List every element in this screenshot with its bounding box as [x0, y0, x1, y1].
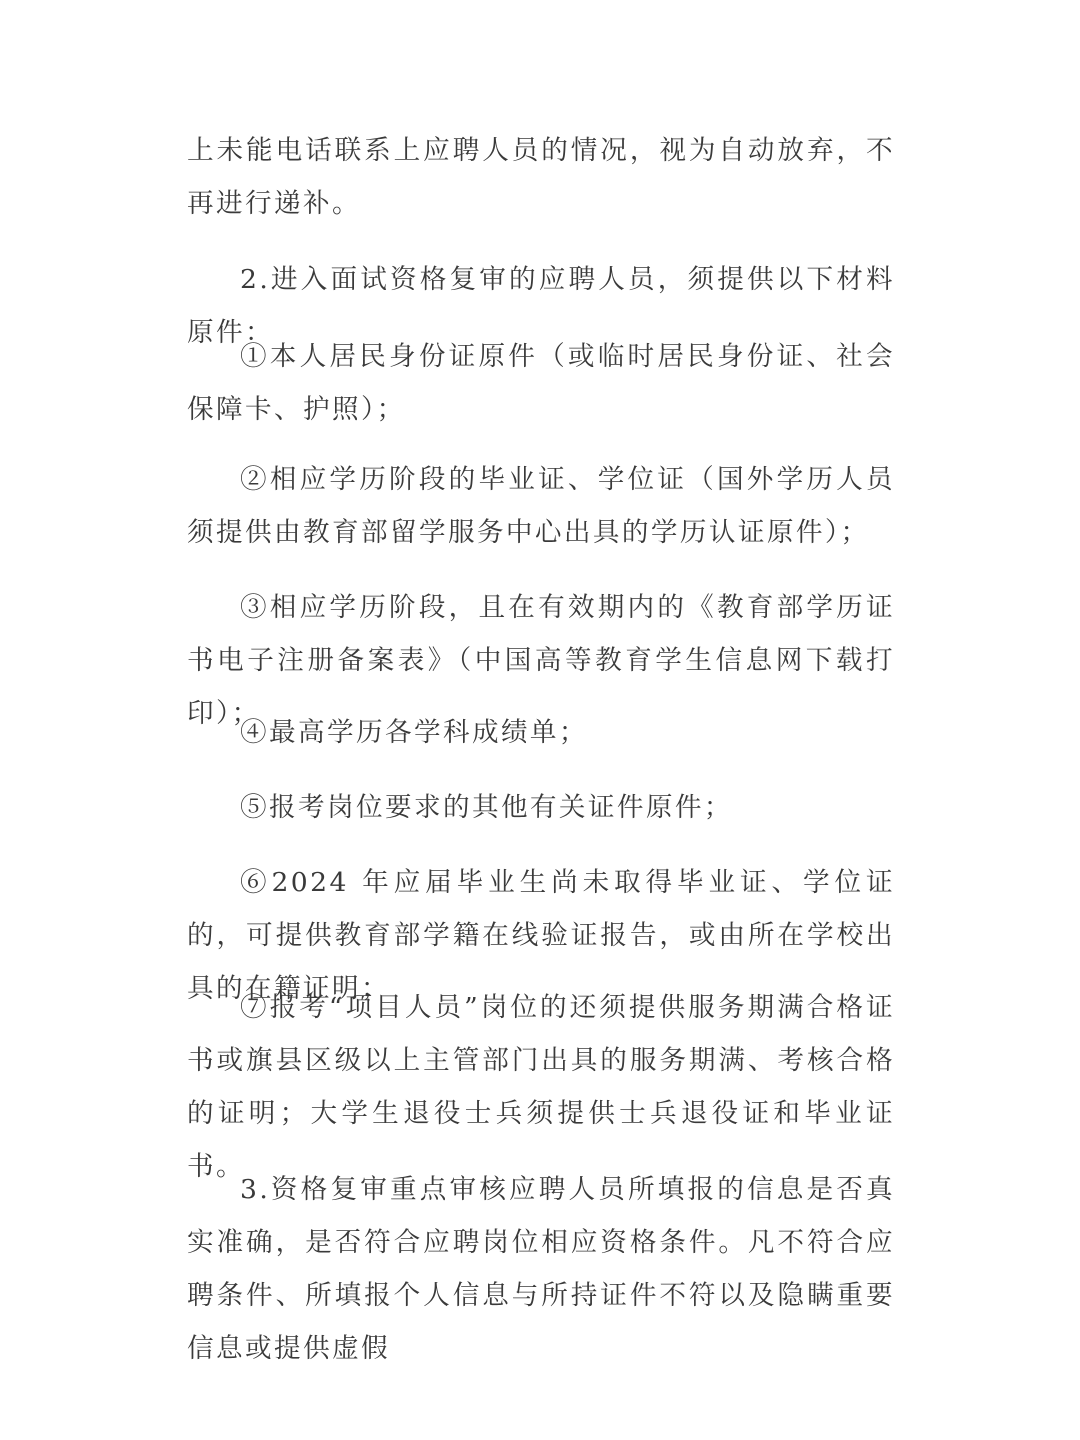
- paragraph-material-5: ⑤报考岗位要求的其他有关证件原件；: [240, 792, 733, 823]
- paragraph-material-4: ④最高学历各学科成绩单；: [240, 717, 588, 748]
- paragraph-material-7: ⑦报考“项目人员”岗位的还须提供服务期满合格证书或旗县区级以上主管部门出具的服务期满、考核合格的证明；大学生退役士兵须提供士兵退役证和毕业证书。: [187, 992, 895, 1182]
- paragraph-continuation: 上未能电话联系上应聘人员的情况，视为自动放弃，不再进行递补。: [187, 135, 895, 219]
- paragraph-material-3: ③相应学历阶段，且在有效期内的《教育部学历证书电子注册备案表》（中国高等教育学生信息网下载打印）；: [187, 592, 895, 729]
- paragraph-item-3: 3.资格复审重点审核应聘人员所填报的信息是否真实准确，是否符合应聘岗位相应资格条件。凡不符合应聘条件、所填报个人信息与所持证件不符以及隐瞒重要信息或提供虚假: [187, 1174, 895, 1364]
- paragraph-material-1: ①本人居民身份证原件（或临时居民身份证、社会保障卡、护照）；: [187, 341, 895, 425]
- paragraph-material-2: ②相应学历阶段的毕业证、学位证（国外学历人员须提供由教育部留学服务中心出具的学历认证原件）；: [187, 464, 895, 548]
- paragraph-item-2-heading: 2.进入面试资格复审的应聘人员，须提供以下材料原件：: [187, 264, 895, 348]
- paragraph-material-6: ⑥2024 年应届毕业生尚未取得毕业证、学位证的，可提供教育部学籍在线验证报告，或由所在学校出具的在籍证明；: [187, 867, 895, 1004]
